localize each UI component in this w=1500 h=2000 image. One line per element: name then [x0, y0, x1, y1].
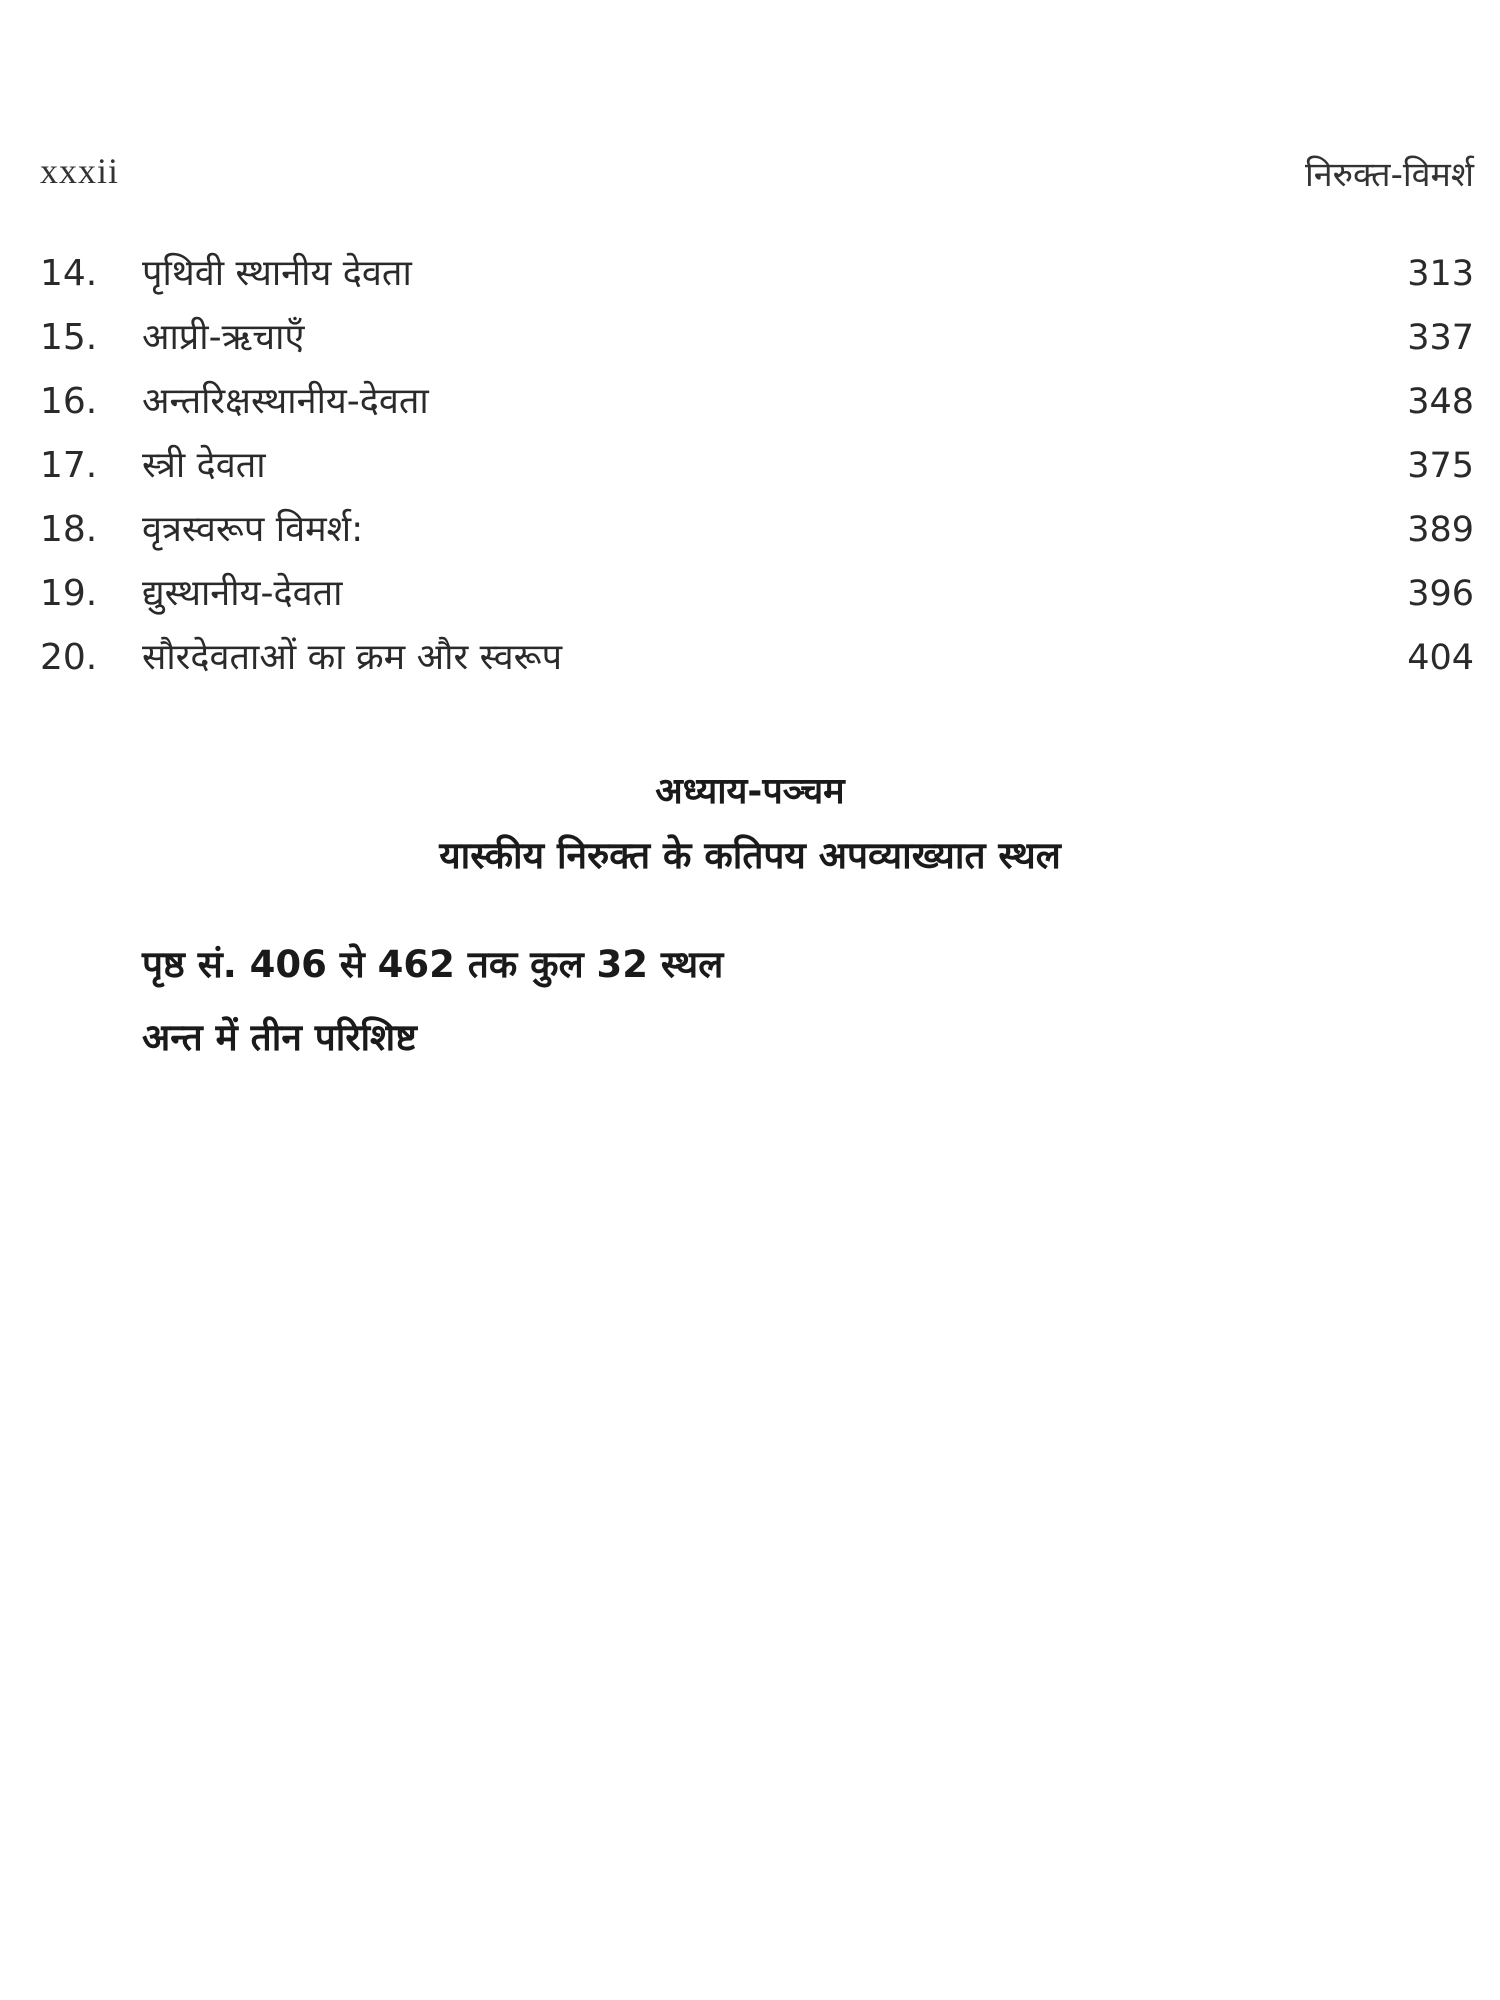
toc-entry-number: 16.: [40, 381, 98, 422]
toc-entry-title: आप्री-ऋचाएँ: [142, 317, 305, 358]
page-range-note: पृष्ठ सं. 406 से 462 तक कुल 32 स्थल: [142, 943, 724, 986]
toc-entry-page: 375: [1407, 446, 1474, 486]
toc-entry-page: 337: [1407, 318, 1474, 358]
toc-entry-page: 389: [1407, 510, 1474, 550]
running-title: निरुक्त-विमर्श: [1304, 155, 1474, 195]
chapter-title: यास्कीय निरुक्त के कतिपय अपव्याख्यात स्थल: [439, 834, 1061, 877]
toc-entry-number: 17.: [40, 445, 98, 486]
toc-entry-title: वृत्रस्वरूप विमर्श:: [142, 509, 364, 550]
toc-entry: [40, 636, 1474, 700]
toc-list: [40, 252, 1474, 700]
toc-entry-page: 396: [1407, 574, 1474, 614]
toc-entry-number: 18.: [40, 509, 98, 550]
toc-entry-number: 20.: [40, 637, 98, 678]
toc-entry: [40, 316, 1474, 380]
toc-entry-number: 14.: [40, 253, 98, 294]
toc-entry: [40, 572, 1474, 636]
toc-entry-page: 404: [1407, 638, 1474, 678]
toc-entry-title: सौरदेवताओं का क्रम और स्वरूप: [142, 637, 563, 678]
toc-entry-title: द्युस्थानीय-देवता: [142, 573, 343, 614]
toc-entry: [40, 252, 1474, 316]
toc-entry-page: 313: [1407, 254, 1474, 294]
toc-entry: [40, 380, 1474, 444]
toc-entry-title: स्त्री देवता: [142, 445, 266, 486]
toc-entry: [40, 444, 1474, 508]
page-number: xxxii: [40, 151, 120, 191]
toc-entry-page: 348: [1407, 382, 1474, 422]
toc-entry-number: 15.: [40, 317, 98, 358]
toc-entry-title: पृथिवी स्थानीय देवता: [142, 253, 412, 294]
toc-entry-title: अन्तरिक्षस्थानीय-देवता: [142, 381, 429, 422]
toc-entry-number: 19.: [40, 573, 98, 614]
toc-entry: [40, 508, 1474, 572]
appendix-note: अन्त में तीन परिशिष्ट: [142, 1016, 417, 1059]
chapter-label: अध्याय-पञ्चम: [655, 771, 845, 812]
